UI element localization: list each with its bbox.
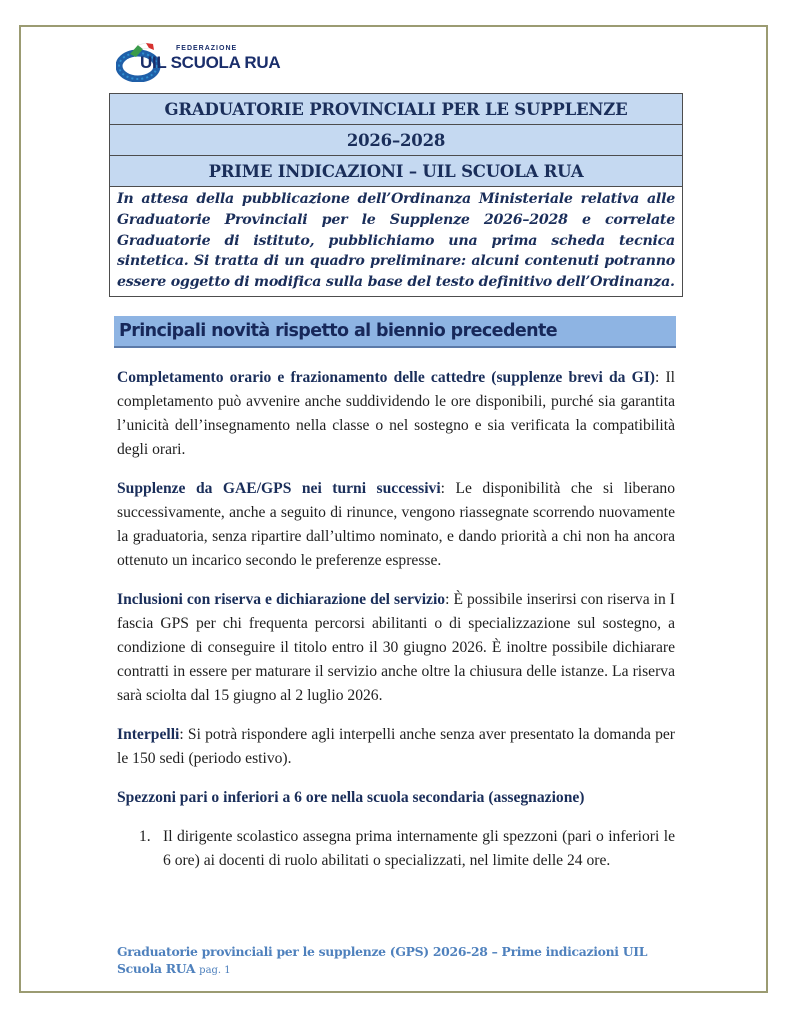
list-item-text: Il dirigente scolastico assegna prima internamente gli spezzoni (pari o inferiori le 6 ore) ai docenti di ruolo abilitati o specializzati, nel limite delle 24 ore.: [163, 828, 675, 869]
logo-name-text: UIL SCUOLA RUA: [140, 53, 281, 72]
header-table: [109, 93, 683, 297]
logo-federazione-text: FEDERAZIONE: [176, 45, 238, 52]
paragraph-lead: Inclusioni con riserva e dichiarazione del servizio: [117, 591, 446, 608]
paragraph-text: : Il completamento può avvenire anche suddividendo le ore disponibili, purché sia garantita l’unicità dell’insegnamento nella classe o nel sostegno e sia verificata la compatibilità degli orari.: [117, 369, 675, 458]
section-heading-bar: [114, 316, 676, 348]
spezzoni-list: [117, 825, 675, 873]
page-number: pag. 1: [199, 965, 231, 976]
paragraph-lead: Supplenze da GAE/GPS nei turni successivi: [117, 480, 441, 497]
paragraph-text: : Si potrà rispondere agli interpelli anche senza aver presentato la domanda per le 150 sedi (periodo estivo).: [117, 726, 675, 767]
paragraph-lead: Completamento orario e frazionamento delle cattedre (supplenze brevi da GI): [117, 369, 655, 386]
document-body: [117, 366, 675, 873]
header-intro-text: In attesa della pubblicazione dell’Ordinanza Ministeriale relativa alle Graduatorie Provinciali per le Supplenze 2026–2028 e correlate Graduatorie di istituto, pubblichiamo una prima scheda tecnica sintetica. Si tratta di un quadro preliminare: alcuni contenuti potranno essere oggetto di modifica sulla base del testo definitivo dell’Ordinanza.: [117, 191, 675, 291]
subheading-spezzoni: Spezzoni pari o inferiori a 6 ore nella scuola secondaria (assegnazione): [117, 789, 585, 806]
uil-scuola-rua-logo: [116, 40, 281, 82]
paragraph-lead: Interpelli: [117, 726, 180, 743]
list-item-number: 1.: [139, 828, 151, 845]
list-item: [117, 825, 675, 873]
header-title-row: GRADUATORIE PROVINCIALI PER LE SUPPLENZE: [110, 94, 682, 125]
footer-text: Graduatorie provinciali per le supplenze (GPS) 2026-28 – Prime indicazioni UIL Scuola RUA: [117, 944, 648, 976]
paragraph-inclusioni-riserva: [117, 588, 675, 708]
header-years-row: 2026–2028: [110, 125, 682, 156]
page-footer: [117, 943, 677, 979]
section-title: Principali novità rispetto al biennio precedente: [119, 321, 558, 341]
paragraph-text: : È possibile inserirsi con riserva in I fascia GPS per chi frequenta percorsi abilitanti o di specializzazione sul sostegno, a condizione di conseguire il titolo entro il 30 giugno 2026. È inoltre possibile dichiarare contratti in essere per maturare il servizio anche oltre la chiusura delle istanze. La riserva sarà sciolta dal 15 giugno al 2 luglio 2026.: [117, 591, 675, 704]
header-subtitle-row: PRIME INDICAZIONI – UIL SCUOLA RUA: [110, 156, 682, 187]
paragraph-text: : Le disponibilità che si liberano successivamente, anche a seguito di rinunce, vengono riassegnate scorrendo nuovamente la graduatoria, senza ripartire dall’ultimo nominato, e dando priorità a chi non ha ancora ottenuto un incarico secondo le preferenze espresse.: [117, 480, 675, 569]
paragraph-interpelli: [117, 723, 675, 771]
paragraph-completamento-orario: [117, 366, 675, 462]
paragraph-supplenze-gae-gps: [117, 477, 675, 573]
